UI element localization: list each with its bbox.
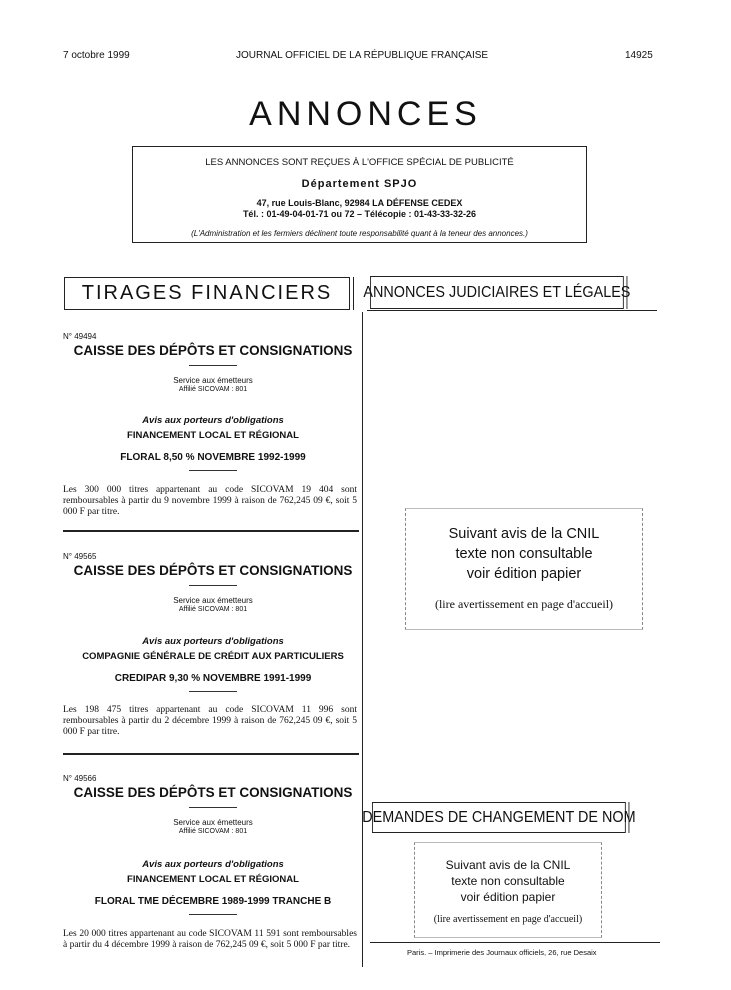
footer-imprint: Paris. – Imprimerie des Journaux officiels, 26, rue Desaix — [407, 948, 597, 957]
notice-number: N° 49566 — [63, 774, 97, 783]
notice-service: Service aux émetteurs — [173, 596, 253, 605]
notice-number: N° 49565 — [63, 552, 97, 561]
notice-divider — [189, 365, 237, 366]
section-heading-tirages — [64, 277, 350, 310]
notice-bond: CREDIPAR 9,30 % NOVEMBRE 1991-1999 — [114, 673, 312, 684]
notice-divider — [189, 585, 237, 586]
cnil-line: voir édition papier — [460, 890, 556, 904]
cnil-line: voir édition papier — [466, 566, 582, 582]
office-line: LES ANNONCES SONT REÇUES À L'OFFICE SPÉCIAL DE PUBLICITÉ — [205, 157, 514, 168]
notice-avis: Avis aux porteurs d'obligations — [142, 859, 284, 870]
notice-bond: FLORAL TME DÉCEMBRE 1989-1999 TRANCHE B — [94, 896, 332, 907]
section-heading-annonces-judiciaires — [363, 276, 631, 309]
cnil-line: Suivant avis de la CNIL — [445, 858, 571, 872]
notice-text: Les 198 475 titres appartenant au code SICOVAM 11 996 sont remboursables à partir du 2 décembre 1999 à raison de 762,245 09 €, soit 5 000 F par titre. — [63, 705, 357, 737]
notice-49494 — [63, 332, 363, 532]
section-heading-changement-nom — [362, 802, 636, 833]
page-title: ANNONCES — [249, 95, 482, 133]
office-info-box — [132, 146, 587, 243]
notice-avis: Avis aux porteurs d'obligations — [142, 636, 284, 647]
office-department: Département SPJO — [301, 178, 418, 190]
notice-number: N° 49494 — [63, 332, 97, 341]
section-heading-annonces-judiciaires-label: ANNONCES JUDICIAIRES ET LÉGALES — [363, 283, 631, 301]
notice-divider — [189, 807, 237, 808]
notice-text: Les 20 000 titres appartenant au code SICOVAM 11 591 sont remboursables à partir du 4 décembre 1999 à raison de 762,245 09 €, soit 5 000 F par titre. — [63, 929, 357, 950]
notice-affiliate: Affilié SICOVAM : 801 — [178, 606, 248, 613]
notice-service: Service aux émetteurs — [173, 376, 253, 385]
section-heading-changement-nom-label: DEMANDES DE CHANGEMENT DE NOM — [362, 808, 636, 826]
notice-separator — [63, 530, 359, 532]
cnil-note: (lire avertissement en page d'accueil) — [434, 597, 614, 611]
notice-service: Service aux émetteurs — [173, 818, 253, 827]
header-journal-title: JOURNAL OFFICIEL DE LA RÉPUBLIQUE FRANÇAISE — [236, 50, 489, 61]
notice-bond: FLORAL 8,50 % NOVEMBRE 1992-1999 — [120, 452, 306, 463]
notice-borrower: FINANCEMENT LOCAL ET RÉGIONAL — [127, 874, 299, 885]
right-column-top-rule — [367, 310, 657, 311]
cnil-notice-changement-nom — [414, 842, 602, 938]
office-address: 47, rue Louis-Blanc, 92984 LA DÉFENSE CEDEX — [256, 198, 463, 208]
notice-issuer: CAISSE DES DÉPÔTS ET CONSIGNATIONS — [73, 563, 353, 578]
header-date: 7 octobre 1999 — [63, 50, 130, 61]
notice-divider — [189, 470, 237, 471]
cnil-line: texte non consultable — [455, 546, 593, 562]
notice-49566 — [63, 774, 363, 974]
notice-borrower: COMPAGNIE GÉNÉRALE DE CRÉDIT AUX PARTICULIERS — [82, 651, 344, 662]
notice-affiliate: Affilié SICOVAM : 801 — [178, 386, 248, 393]
notice-text: Les 300 000 titres appartenant au code SICOVAM 19 404 sont remboursables à partir du 9 novembre 1999 à raison de 762,245 09 €, soit 5 000 F par titre. — [63, 485, 357, 517]
cnil-line: Suivant avis de la CNIL — [448, 526, 600, 542]
notice-borrower: FINANCEMENT LOCAL ET RÉGIONAL — [127, 430, 299, 441]
notice-affiliate: Affilié SICOVAM : 801 — [178, 828, 248, 835]
cnil-note: (lire avertissement en page d'accueil) — [433, 914, 583, 925]
office-phone: Tél. : 01-49-04-01-71 ou 72 – Télécopie : 01-43-33-32-26 — [242, 209, 477, 219]
notice-issuer: CAISSE DES DÉPÔTS ET CONSIGNATIONS — [73, 343, 353, 358]
section-heading-tirages-label: TIRAGES FINANCIERS — [81, 282, 333, 304]
notice-avis: Avis aux porteurs d'obligations — [142, 415, 284, 426]
notice-divider — [189, 914, 237, 915]
office-disclaimer: (L'Administration et les fermiers déclinent toute responsabilité quant à la teneur des annonces.) — [191, 229, 528, 238]
cnil-line: texte non consultable — [451, 874, 565, 888]
cnil-notice-judiciaires — [405, 508, 643, 630]
notice-49565 — [63, 552, 363, 752]
header-page-number: 14925 — [625, 50, 653, 61]
footer-rule — [370, 942, 660, 943]
notice-issuer: CAISSE DES DÉPÔTS ET CONSIGNATIONS — [73, 785, 353, 800]
notice-divider — [189, 691, 237, 692]
notice-separator — [63, 753, 359, 755]
